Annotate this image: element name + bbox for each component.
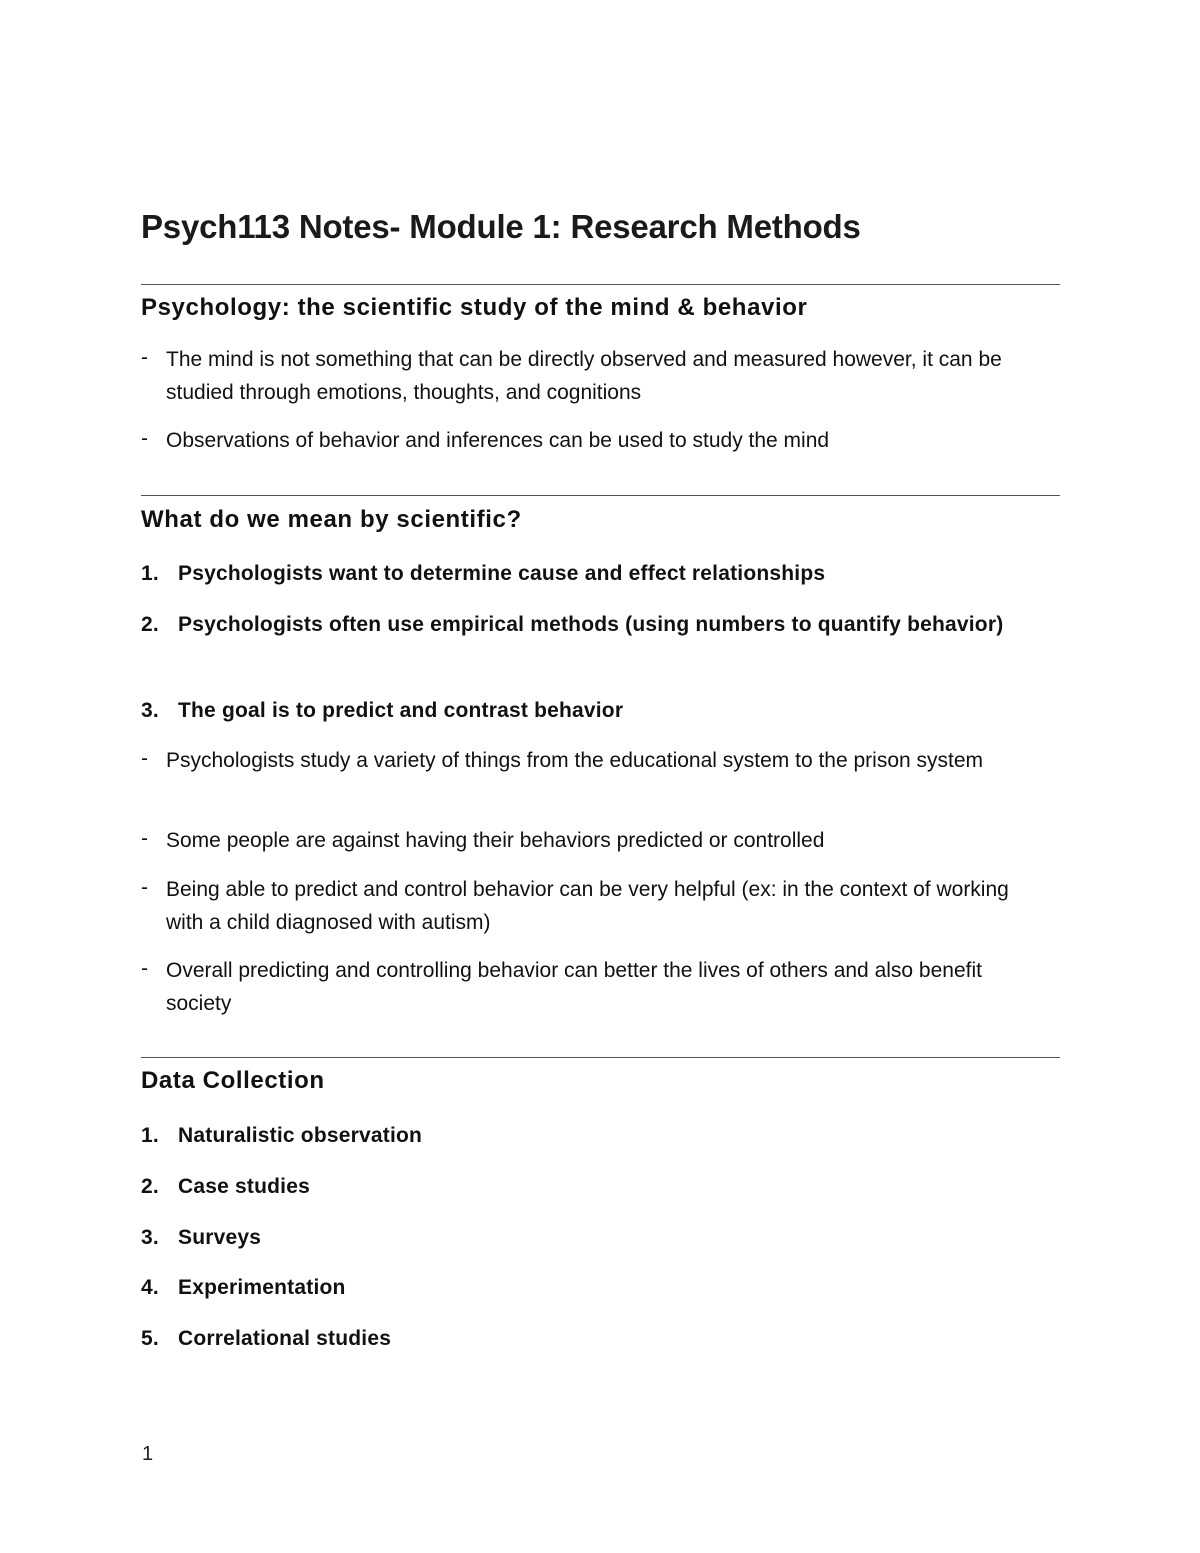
bullet-item (141, 744, 1046, 777)
numbered-text: Case studies (178, 1175, 310, 1198)
section-heading-psychology: Psychology: the scientific study of the mind & behavior (141, 294, 808, 321)
numbered-item (141, 1322, 1046, 1355)
bullet-item (141, 343, 1046, 409)
page-title: Psych113 Notes- Module 1: Research Methods (141, 208, 861, 245)
numbered-text: Surveys (178, 1226, 262, 1249)
numbered-item (141, 557, 1046, 590)
numbered-text: Experimentation (178, 1276, 346, 1299)
numbered-item (141, 694, 1046, 727)
bullet-text: Observations of behavior and inferences can be used to study the mind (166, 429, 830, 452)
section-divider (141, 495, 1060, 496)
numbered-item (141, 1271, 1046, 1304)
section-divider (141, 1057, 1060, 1058)
numbered-text: The goal is to predict and contrast behavior (178, 699, 624, 722)
list-number: 2. (141, 1175, 159, 1198)
list-number: 1. (141, 1124, 159, 1147)
dash-marker: - (141, 747, 148, 770)
bullet-item (141, 824, 1046, 857)
dash-marker: - (141, 346, 148, 369)
bullet-text: The mind is not something that can be directly observed and measured however, it can be studied through emotions, thoughts, and cognitions (166, 348, 1002, 404)
list-number: 2. (141, 613, 159, 636)
dash-marker: - (141, 957, 148, 980)
dash-marker: - (141, 827, 148, 850)
list-number: 3. (141, 699, 159, 722)
dash-marker: - (141, 427, 148, 450)
numbered-item (141, 1170, 1046, 1203)
dash-marker: - (141, 876, 148, 899)
numbered-text: Naturalistic observation (178, 1124, 423, 1147)
numbered-item (141, 608, 1046, 641)
numbered-text: Psychologists want to determine cause and effect relationships (178, 562, 826, 585)
bullet-item (141, 873, 1046, 939)
section-heading-data-collection: Data Collection (141, 1067, 325, 1094)
numbered-text: Psychologists often use empirical methods (using numbers to quantify behavior) (178, 613, 1004, 636)
section-heading-scientific: What do we mean by scientific? (141, 506, 522, 533)
bullet-text: Being able to predict and control behavior can be very helpful (ex: in the context of working with a child diagnosed with autism) (166, 878, 1009, 934)
list-number: 3. (141, 1226, 159, 1249)
list-number: 5. (141, 1327, 159, 1350)
numbered-item (141, 1119, 1046, 1152)
list-number: 1. (141, 562, 159, 585)
bullet-text: Some people are against having their behaviors predicted or controlled (166, 829, 825, 852)
page-number: 1 (142, 1443, 154, 1465)
section-divider (141, 284, 1060, 285)
list-number: 4. (141, 1276, 159, 1299)
bullet-text: Overall predicting and controlling behavior can better the lives of others and also benefit society (166, 959, 982, 1015)
bullet-item (141, 424, 1046, 457)
bullet-text: Psychologists study a variety of things from the educational system to the prison system (166, 749, 984, 772)
numbered-item (141, 1221, 1046, 1254)
numbered-text: Correlational studies (178, 1327, 392, 1350)
bullet-item (141, 954, 1046, 1020)
